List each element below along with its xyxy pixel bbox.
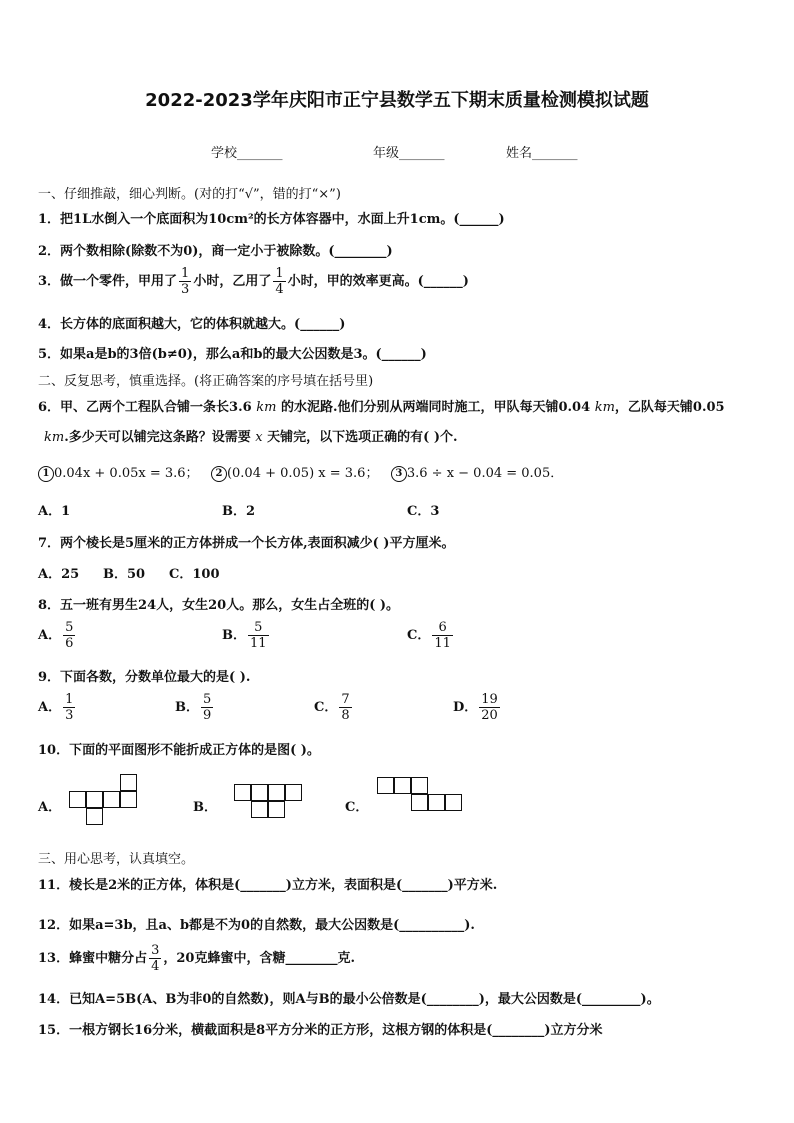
- q10-option-a-label: A．: [38, 800, 62, 815]
- net-b-square: [251, 801, 268, 818]
- question-11: 11．棱长是2米的正方体，体积是(_______)立方米，表面积是(_______)平方米.: [38, 878, 498, 893]
- q10-option-b-label: B．: [193, 800, 217, 815]
- q7-option-b: B．50: [103, 567, 146, 582]
- net-a-square: [86, 808, 103, 825]
- question-8: 8．五一班有男生24人，女生20人。那么，女生占全班的( )。: [38, 598, 400, 613]
- question-9: 9．下面各数，分数单位最大的是( ).: [38, 670, 251, 685]
- fraction-1-4: $\frac{1}{4}$: [275, 266, 284, 297]
- q9-option-d: D． $\frac{19}{20}$: [453, 692, 498, 723]
- net-c-square: [445, 794, 462, 811]
- question-6-statements: 1 0.04x + 0.05x = 3.6； 2 (0.04 + 0.05) x = 3.6； 3 3.6 ÷ x − 0.04 = 0.05．: [38, 462, 563, 482]
- q8-option-a: A． $\frac{5}{6}$: [38, 620, 74, 651]
- net-c-square: [377, 777, 394, 794]
- net-c-square: [428, 794, 445, 811]
- q6-option-a: A．1: [38, 504, 71, 519]
- q7-option-c: C．100: [169, 567, 220, 582]
- question-3: 3．做一个零件，甲用了 $\frac{1}{3}$ 小时，乙用了 $\frac{1}{4}$ 小时，甲的效率更高。(______): [38, 266, 469, 297]
- q9-option-b: B． $\frac{5}{9}$: [175, 692, 212, 723]
- net-b-square: [234, 784, 251, 801]
- question-7: 7．两个棱长是5厘米的正方体拼成一个长方体,表面积减少( )平方厘米。: [38, 536, 455, 551]
- net-b-square: [251, 784, 268, 801]
- circled-number-1: 1: [38, 466, 54, 482]
- net-c-square: [411, 777, 428, 794]
- section-2-heading: 二、反复思考，慎重选择。(将正确答案的序号填在括号里): [38, 374, 374, 389]
- net-a-square: [120, 791, 137, 808]
- section-3-heading: 三、用心思考，认真填空。: [38, 852, 195, 867]
- name-field: 姓名_______: [506, 146, 578, 161]
- question-13: 13．蜂蜜中糖分占 $\frac{3}{4}$ ，20克蜂蜜中，含糖________克.: [38, 943, 355, 974]
- net-c-square: [411, 794, 428, 811]
- question-6-line-1: 6．甲、乙两个工程队合铺一条长3.6 km 的水泥路.他们分别从两端同时施工，甲队每天铺0.04 km，乙队每天铺0.05: [38, 400, 725, 415]
- net-b-square: [268, 801, 285, 818]
- q10-option-c-label: C．: [345, 800, 369, 815]
- net-b-square: [285, 784, 302, 801]
- net-a-square: [103, 791, 120, 808]
- question-4: 4．长方体的底面积越大，它的体积就越大。(______): [38, 317, 346, 332]
- question-1: 1．把1L水倒入一个底面积为10cm²的长方体容器中，水面上升1cm。(______): [38, 212, 505, 227]
- question-6-line-2: km.多少天可以铺完这条路？设需要 x 天铺完，以下选项正确的有( )个.: [44, 430, 458, 445]
- q8-option-c: C． $\frac{6}{11}$: [407, 620, 451, 651]
- q8-option-b: B． $\frac{5}{11}$: [222, 620, 267, 651]
- fraction-3-4: $\frac{3}{4}$: [151, 943, 160, 974]
- question-12: 12．如果a=3b，且a、b都是不为0的自然数，最大公因数是(__________).: [38, 918, 475, 933]
- net-a-square: [86, 791, 103, 808]
- net-b-square: [268, 784, 285, 801]
- school-field: 学校_______: [211, 146, 283, 161]
- circled-number-3: 3: [391, 466, 407, 482]
- question-15: 15．一根方钢长16分米，横截面积是8平方分米的正方形，这根方钢的体积是(________)立方分米: [38, 1023, 603, 1038]
- question-2: 2．两个数相除(除数不为0)，商一定小于被除数。(________): [38, 244, 393, 259]
- net-a-square: [120, 774, 137, 791]
- q9-option-a: A． $\frac{1}{3}$: [38, 692, 74, 723]
- grade-field: 年级_______: [373, 146, 445, 161]
- page-title: 2022-2023学年庆阳市正宁县数学五下期末质量检测模拟试题: [145, 90, 649, 111]
- section-1-heading: 一、仔细推敲，细心判断。(对的打“√”，错的打“×”): [38, 187, 341, 202]
- net-a-square: [69, 791, 86, 808]
- q6-option-b: B．2: [222, 504, 256, 519]
- q7-option-a: A．25: [38, 567, 80, 582]
- question-14: 14．已知A=5B(A、B为非0的自然数)，则A与B的最小公倍数是(________)，最大公因数是(_________)。: [38, 992, 660, 1007]
- q6-option-c: C．3: [407, 504, 440, 519]
- question-5: 5．如果a是b的3倍(b≠0)，那么a和b的最大公因数是3。(______): [38, 347, 427, 362]
- net-c-square: [394, 777, 411, 794]
- question-10: 10．下面的平面图形不能折成正方体的是图( )。: [38, 743, 320, 758]
- fraction-1-3: $\frac{1}{3}$: [181, 266, 190, 297]
- circled-number-2: 2: [211, 466, 227, 482]
- q9-option-c: C． $\frac{7}{8}$: [314, 692, 350, 723]
